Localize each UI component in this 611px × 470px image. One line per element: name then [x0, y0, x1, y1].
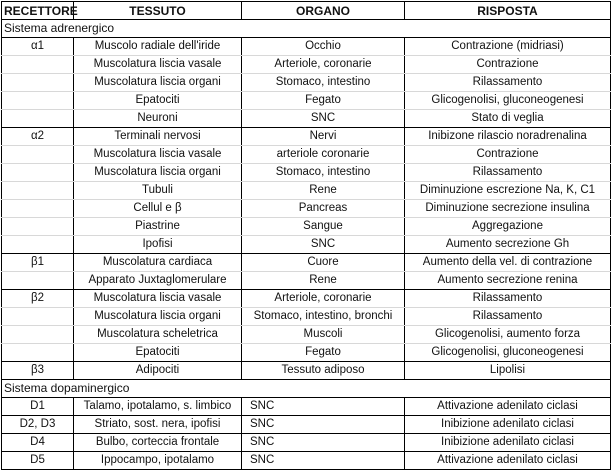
organo-cell: Pancreas	[242, 200, 405, 218]
receptor-cell	[2, 56, 74, 74]
risposta-cell: Glicogenolisi, aumento forza	[405, 326, 611, 344]
risposta-cell: Rilassamento	[405, 74, 611, 92]
table-row	[2, 74, 611, 92]
risposta-cell: Attivazione adenilato ciclasi	[405, 398, 611, 416]
table-row	[2, 200, 611, 218]
table-row	[2, 236, 611, 254]
tessuto-cell: Muscolatura liscia organi	[74, 308, 242, 326]
tessuto-cell: Neuroni	[74, 110, 242, 128]
table-row	[2, 398, 611, 416]
organo-cell: Tessuto adiposo	[242, 362, 405, 380]
risposta-cell: Aumento secrezione renina	[405, 272, 611, 290]
organo-cell: Occhio	[242, 38, 405, 56]
receptor-cell	[2, 272, 74, 290]
receptor-cell	[2, 74, 74, 92]
organo-cell: SNC	[242, 398, 405, 416]
tessuto-cell: Tubuli	[74, 182, 242, 200]
organo-cell: Rene	[242, 272, 405, 290]
table-row	[2, 344, 611, 362]
receptor-cell	[2, 110, 74, 128]
organo-cell: Muscoli	[242, 326, 405, 344]
tessuto-cell: Talamo, ipotalamo, s. limbico	[74, 398, 242, 416]
organo-cell: SNC	[242, 416, 405, 434]
table-row	[2, 308, 611, 326]
risposta-cell: Aggregazione	[405, 218, 611, 236]
organo-cell: Stomaco, intestino	[242, 74, 405, 92]
table-row	[2, 434, 611, 452]
tessuto-cell: Muscolatura liscia organi	[74, 74, 242, 92]
tessuto-cell: Muscolatura liscia vasale	[74, 290, 242, 308]
tessuto-cell: Muscolatura liscia vasale	[74, 146, 242, 164]
receptor-table	[1, 1, 611, 470]
organo-cell: Cuore	[242, 254, 405, 272]
receptor-cell: D4	[2, 434, 74, 452]
receptor-cell: β1	[2, 254, 74, 272]
tessuto-cell: Striato, sost. nera, ipofisi	[74, 416, 242, 434]
organo-cell: Rene	[242, 182, 405, 200]
tessuto-cell: Bulbo, corteccia frontale	[74, 434, 242, 452]
table-row	[2, 290, 611, 308]
tessuto-cell: Adipociti	[74, 362, 242, 380]
risposta-cell: Diminuzione escrezione Na, K, C1	[405, 182, 611, 200]
organo-cell: Stomaco, intestino, bronchi	[242, 308, 405, 326]
tessuto-cell: Muscolatura cardiaca	[74, 254, 242, 272]
table-row	[2, 128, 611, 146]
table-row	[2, 56, 611, 74]
tessuto-cell: Epatociti	[74, 92, 242, 110]
header-organo: ORGANO	[242, 2, 405, 20]
risposta-cell: Inibizione adenilato ciclasi	[405, 416, 611, 434]
organo-cell: Stomaco, intestino	[242, 164, 405, 182]
organo-cell: Sangue	[242, 218, 405, 236]
section-row	[2, 20, 611, 38]
risposta-cell: Stato di veglia	[405, 110, 611, 128]
receptor-cell: α2	[2, 128, 74, 146]
tessuto-cell: Cellul e β	[74, 200, 242, 218]
tessuto-cell: Apparato Juxtaglomerulare	[74, 272, 242, 290]
organo-cell: Arteriole, coronarie	[242, 290, 405, 308]
receptor-cell: β3	[2, 362, 74, 380]
risposta-cell: Rilassamento	[405, 164, 611, 182]
tessuto-cell: Muscolatura scheletrica	[74, 326, 242, 344]
tessuto-cell: Terminali nervosi	[74, 128, 242, 146]
organo-cell: SNC	[242, 434, 405, 452]
organo-cell: arteriole coronarie	[242, 146, 405, 164]
risposta-cell: Lipolisi	[405, 362, 611, 380]
risposta-cell: Contrazione	[405, 56, 611, 74]
tessuto-cell: Ipofisi	[74, 236, 242, 254]
risposta-cell: Attivazione adenilato ciclasi	[405, 452, 611, 470]
tessuto-cell: Muscolatura liscia organi	[74, 164, 242, 182]
receptor-cell	[2, 200, 74, 218]
receptor-cell: D1	[2, 398, 74, 416]
receptor-cell	[2, 164, 74, 182]
tessuto-cell: Muscolatura liscia vasale	[74, 56, 242, 74]
table-row	[2, 218, 611, 236]
risposta-cell: Glicogenolisi, gluconeogenesi	[405, 92, 611, 110]
organo-cell: SNC	[242, 110, 405, 128]
organo-cell: Fegato	[242, 92, 405, 110]
receptor-cell	[2, 326, 74, 344]
table-row	[2, 92, 611, 110]
risposta-cell: Aumento della vel. di contrazione	[405, 254, 611, 272]
risposta-cell: Contrazione (midriasi)	[405, 38, 611, 56]
risposta-cell: Aumento secrezione Gh	[405, 236, 611, 254]
risposta-cell: Rilassamento	[405, 308, 611, 326]
table-row	[2, 110, 611, 128]
table-row	[2, 416, 611, 434]
header-tessuto: TESSUTO	[74, 2, 242, 20]
tessuto-cell: Muscolo radiale dell'iride	[74, 38, 242, 56]
receptor-cell	[2, 182, 74, 200]
organo-cell: Arteriole, coronarie	[242, 56, 405, 74]
receptor-cell	[2, 344, 74, 362]
receptor-cell	[2, 308, 74, 326]
table-row	[2, 272, 611, 290]
receptor-cell: α1	[2, 38, 74, 56]
header-row	[2, 2, 611, 20]
receptor-cell: D5	[2, 452, 74, 470]
risposta-cell: Inibizone rilascio noradrenalina	[405, 128, 611, 146]
tessuto-cell: Epatociti	[74, 344, 242, 362]
table-row	[2, 164, 611, 182]
table-row	[2, 38, 611, 56]
header-recettore: RECETTORE	[2, 2, 74, 20]
organo-cell: Fegato	[242, 344, 405, 362]
receptor-cell	[2, 236, 74, 254]
table-row	[2, 452, 611, 470]
section-title: Sistema adrenergico	[2, 20, 611, 38]
risposta-cell: Glicogenolisi, gluconeogenesi	[405, 344, 611, 362]
receptor-cell	[2, 92, 74, 110]
risposta-cell: Inibizione adenilato ciclasi	[405, 434, 611, 452]
table-row	[2, 326, 611, 344]
receptor-cell: β2	[2, 290, 74, 308]
organo-cell: SNC	[242, 452, 405, 470]
header-risposta: RISPOSTA	[405, 2, 611, 20]
table-row	[2, 146, 611, 164]
risposta-cell: Rilassamento	[405, 290, 611, 308]
table-row	[2, 362, 611, 380]
tessuto-cell: Piastrine	[74, 218, 242, 236]
receptor-cell	[2, 218, 74, 236]
tessuto-cell: Ippocampo, ipotalamo	[74, 452, 242, 470]
organo-cell: SNC	[242, 236, 405, 254]
organo-cell: Nervi	[242, 128, 405, 146]
risposta-cell: Diminuzione secrezione insulina	[405, 200, 611, 218]
receptor-cell: D2, D3	[2, 416, 74, 434]
section-title: Sistema dopaminergico	[2, 380, 611, 398]
table-row	[2, 182, 611, 200]
risposta-cell: Contrazione	[405, 146, 611, 164]
receptor-cell	[2, 146, 74, 164]
section-row	[2, 380, 611, 398]
table-row	[2, 254, 611, 272]
